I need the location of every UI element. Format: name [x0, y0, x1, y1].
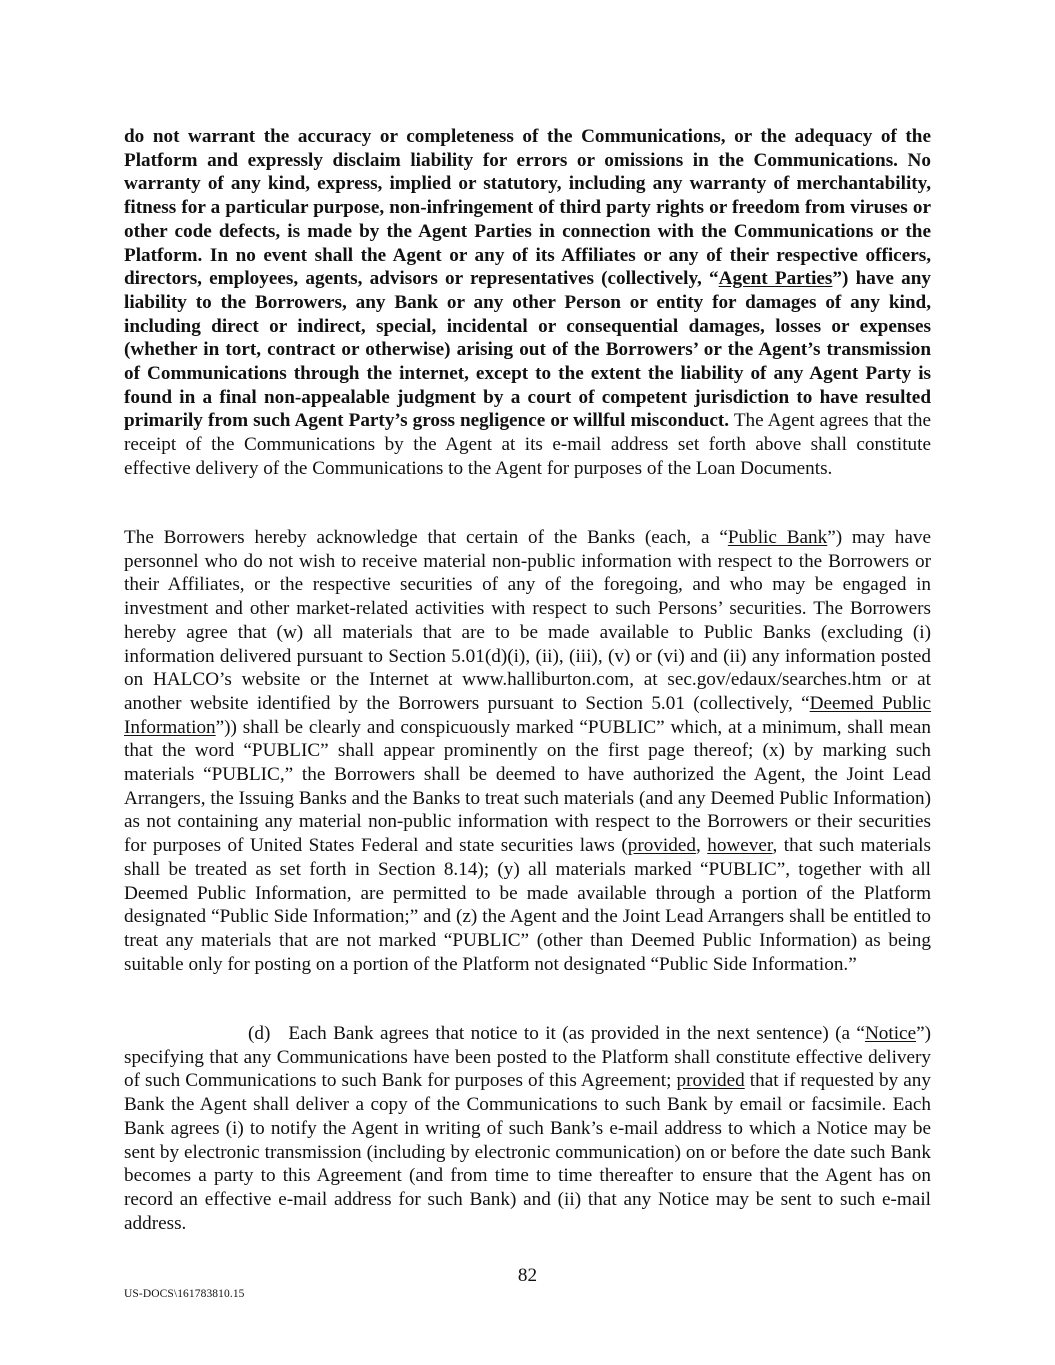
paragraph-notice	[124, 1022, 931, 1235]
defined-term-deemed-public-information: Deemed Public Information	[124, 692, 932, 738]
defined-term-notice: Notice	[864, 1023, 917, 1044]
paragraph-text: , that such materials shall be treated as set forth in Section 8.14); (y) all materials marked “PUBLIC”, together with all Deemed Public Information, are permitted to be made available through a portion of the Platform designated “Public Side Information;” and (z) the Agent and the Joint Lead Arrangers shall be entitled to treat any materials that are not marked “PUBLIC” (other than Deemed Public Information) as being suitable only for posting on a portion of the Platform not designated “Public Side Information.”	[124, 835, 931, 975]
footer-document-id: US-DOCS\161783810.15	[124, 1288, 245, 1300]
paragraph-text: ”)) shall be clearly and conspicuously marked “PUBLIC” which, at a minimum, shall mean that the word “PUBLIC” shall appear prominently on the first page thereof; (x) by marking such materials “PUBLIC,” the Borrowers shall be deemed to have authorized the Agent, the Joint Lead Arrangers, the Issuing Banks and the Banks to treat such materials (and any Deemed Public Information) as not containing any material non-public information with respect to the Borrowers or their securities for purposes of United States Federal and state securities laws (	[124, 716, 931, 857]
term-however: however	[707, 835, 773, 857]
paragraph-text: that if requested by any Bank the Agent shall deliver a copy of the Communications to such Bank by email or facsimile. Each Bank agrees (i) to notify the Agent in writing of such Bank’s e-mail address to which a Notice may be sent by electronic transmission (including by electronic communication) on or before the date such Bank becomes a party to this Agreement (and from time to time thereafter to ensure that the Agent has on record an effective e-mail address for such Bank) and (ii) that any Notice may be sent to such e-mail address.	[124, 1070, 931, 1234]
disclaimer-bold-text-continued: ”) have any liability to the Borrowers, any Bank or any other Person or entity for damages of any kind, including direct or indirect, special, incidental or consequential damages, losses or expenses (whether in tort, contract or otherwise) arising out of the Borrowers’ or the Agent’s transmission of Communications through the internet, except to the extent the liability of any Agent Party is found in a final non-appealable judgment by a court of competent jurisdiction to have resulted primarily from such Agent Party’s gross negligence or willful misconduct.	[124, 268, 932, 432]
defined-term-agent-parties: Agent Parties	[718, 268, 833, 290]
paragraph-text: Each Bank agrees that notice to it (as provided in the next sentence) (a “	[288, 1023, 865, 1044]
paragraph-text: ”) specifying that any Communications have been posted to the Platform shall constitute effective delivery of such Communications to such Bank for purposes of this Agreement;	[124, 1023, 931, 1092]
paragraph-text: ,	[695, 835, 708, 857]
term-provided: provided	[627, 835, 696, 857]
disclaimer-plain-text: The Agent agrees that the receipt of the Communications by the Agent at its e-mail address set forth above shall constitute effective delivery of the Communications to the Agent for purposes of the Loan Documents.	[124, 410, 931, 479]
paragraph-text: ”) may have personnel who do not wish to receive material non-public information with respect to the Borrowers or their Affiliates, or the respective securities of any of the foregoing, and who may be engaged in investment and other market-related activities with respect to such Persons’ securities. The Borrowers hereby agree that (w) all materials that are to be made available to Public Banks (excluding (i) information delivered pursuant to Section 5.01(d)(i), (ii), (iii), (v) or (vi) and (ii) any information posted on HALCO’s website or the Internet at www.halliburton.com, at sec.gov/edaux/searches.htm or at another website identified by the Borrowers pursuant to Section 5.01 (collectively, “	[124, 527, 931, 714]
clause-label: (d)	[248, 1023, 271, 1044]
page-number: 82	[517, 1265, 538, 1286]
defined-term-public-bank: Public Bank	[727, 527, 828, 548]
disclaimer-bold-text: do not warrant the accuracy or completeness of the Communications, or the adequacy of the Platform and expressly disclaim liability for errors or omissions in the Communications. No warranty of any kind, express, implied or statutory, including any warranty of merchantability, fitness for a particular purpose, non-infringement of third party rights or freedom from viruses or other code defects, is made by the Agent Parties in connection with the Communications or the Platform. In no event shall the Agent or any of its Affiliates or any of their respective officers, directors, employees, agents, advisors or representatives (collectively, “	[124, 126, 931, 290]
term-provided: provided	[676, 1070, 745, 1092]
paragraph-disclaimer	[124, 125, 931, 481]
paragraph-public-bank	[124, 526, 931, 976]
paragraph-text: The Borrowers hereby acknowledge that certain of the Banks (each, a “	[124, 527, 728, 548]
